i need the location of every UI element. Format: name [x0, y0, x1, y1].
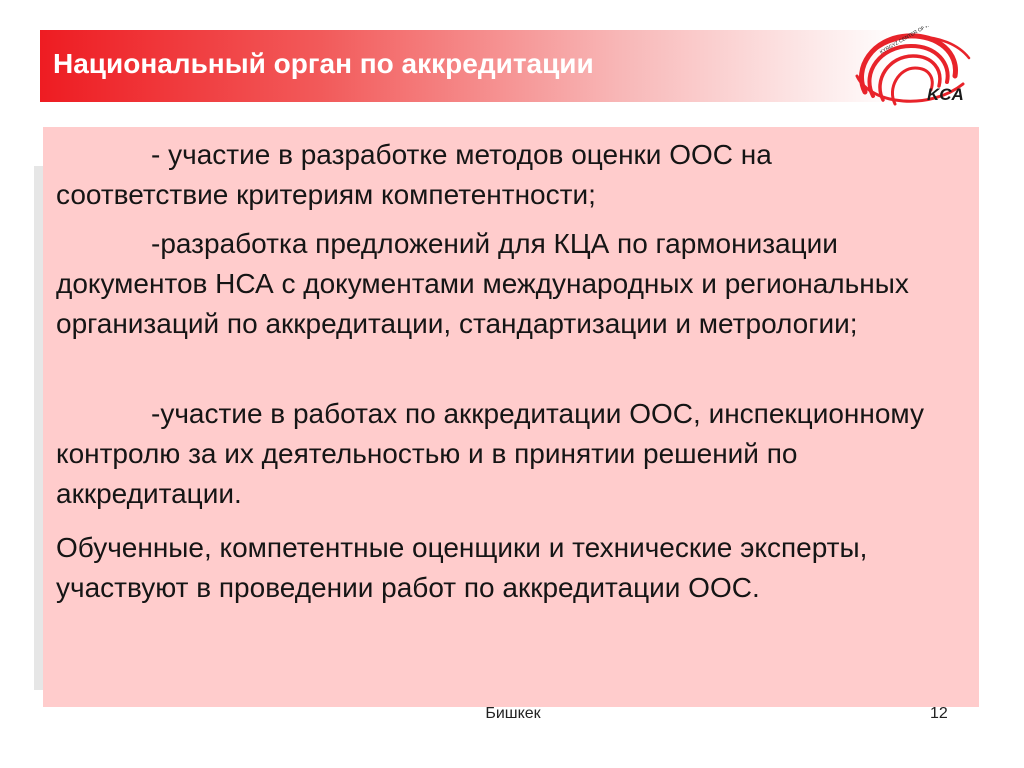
kca-logo	[851, 26, 981, 110]
bullet-paragraph-1	[56, 135, 936, 215]
bullet-paragraph-2	[56, 224, 936, 344]
page-number: 12	[930, 705, 948, 722]
logo-letters: KCA	[927, 85, 964, 104]
slide-title: Национальный орган по аккредитации	[53, 48, 594, 79]
logo-ring-text: KYRGYZ CENTER OF ACCREDITATION	[879, 26, 962, 56]
summary-text: Обученные, компетентные оценщики и технические эксперты, участвуют в проведении работ по аккредитации ООС.	[56, 532, 868, 603]
bullet-paragraph-3	[56, 394, 936, 514]
bullet-text-3: -участие в работах по аккредитации ООС, инспекционному контролю за их деятельностью и в принятии решений по аккредитации.	[56, 398, 924, 509]
bullet-text-1: - участие в разработке методов оценки ООС на соответствие критериям компетентности;	[56, 139, 772, 210]
footer-city: Бишкек	[485, 705, 541, 722]
summary-paragraph	[56, 528, 936, 608]
bullet-text-2: -разработка предложений для КЦА по гармонизации документов НСА с документами международных и региональных организаций по аккредитации, стандартизации и метрологии;	[56, 228, 909, 339]
